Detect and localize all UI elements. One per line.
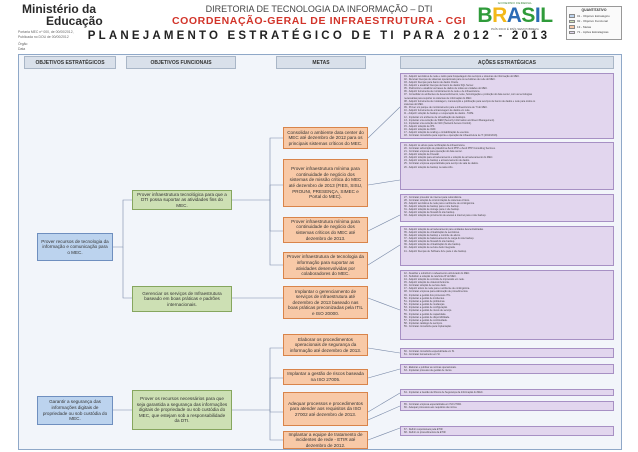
brand-letter: B bbox=[477, 4, 493, 27]
action-item: 65 - Contratar empresa especializada em ISO 27002. bbox=[404, 402, 462, 406]
action-item: 34 - Adquirir solução de armazenamento para unidades descentralizadas. bbox=[404, 227, 484, 231]
action-item: 67 - Definir responsáveis pela ETIR. bbox=[404, 427, 444, 431]
action-item: 15 - Adquirir solução de IPS. bbox=[404, 125, 435, 128]
action-item: 13 - Implantar uma solução de SIEM (Security Information and Event Management). bbox=[404, 118, 495, 122]
action-item: 48 - Contratar empresa para elaboração de procedimentos. bbox=[404, 290, 469, 294]
action-item: 57 - Implantar a gestão de continuidade. bbox=[404, 318, 448, 322]
legend-label: 02 - Objetivo Funcional bbox=[577, 19, 608, 24]
action-item: 58 - Implantar catálogo de serviços. bbox=[404, 322, 443, 325]
action-item: 04 - Adquirir e atualizar licenças de banco de dados SQL Server. bbox=[404, 83, 474, 87]
functional-objective: Prover os recursos necessários para que seja garantida a segurança das informações digitais de propriedade ou sob custódia do MEC, que estejam sob a responsabilidade da DTI. bbox=[132, 390, 232, 430]
action-block bbox=[400, 194, 614, 222]
action-item: 05 - Padronizar e atualizar as bases de dados de todas as unidades do MEC. bbox=[404, 87, 488, 91]
action-item: necessárias para suportar os sistemas de informação do MEC. bbox=[404, 96, 473, 100]
goal: Elaborar os procedimentos operacionais de segurança da informação até dezembro de 2013. bbox=[283, 334, 368, 356]
strategic-objective: Garantir a segurança das informações digitais de propriedade ou sob custódia do MEC. bbox=[37, 396, 113, 425]
action-block bbox=[400, 226, 614, 266]
action-block bbox=[400, 389, 614, 396]
action-item: 21 - Contratar empresa para operação do data center. bbox=[404, 149, 463, 153]
brand-letter: L bbox=[540, 4, 553, 27]
action-item: 09 - Prover um parque de monitoramento para a infraestrutura de TI do MEC. bbox=[404, 106, 488, 110]
action-item: 28 - Contratar solução de sincronização de sistemas críticos. bbox=[404, 198, 470, 202]
action-item: 62 - Elaborar e publicar as normas operacionais. bbox=[404, 365, 457, 369]
action-item: 61 - Contratar treinamento em SI. bbox=[404, 352, 441, 356]
goal: Implantar a gestão de riscos baseada na ISO 27005. bbox=[283, 369, 368, 385]
action-item: 54 - Implantar a gestão de níveis de serviço. bbox=[404, 309, 452, 313]
column-header-functional: OBJETIVOS FUNCIONAIS bbox=[126, 56, 236, 69]
action-block bbox=[400, 426, 614, 436]
action-item: 51 - Implantar a gestão de problemas. bbox=[404, 299, 446, 303]
action-item: 56 - Implantar a gestão de disponibilidade. bbox=[404, 315, 450, 319]
action-block bbox=[400, 348, 614, 358]
action-item: 60 - Contratar consultoria especializada em SI. bbox=[404, 349, 455, 353]
action-item: 47 - Adquirir ativos de rede para o ambiente de contingência. bbox=[404, 287, 470, 291]
action-item: 25 - Contratar empresa especializada para serviço de sala de dados. bbox=[404, 162, 479, 166]
goal: Prover infraestrutura mínima para continuidade de negócio dos sistemas críticos do MEC até dezembro de 2013. bbox=[283, 217, 368, 243]
action-item: 17 - Adquirir solução de scaling e contabilização de eventos. bbox=[404, 131, 470, 135]
action-item: 07 - Consolidar os ambientes de desenvolvimento, teste, homologação e produção do data center, com as tecnologias bbox=[404, 93, 532, 97]
brand-letter: I bbox=[534, 4, 541, 27]
action-item: 32 - Adquirir solução de firewall do site backup. bbox=[404, 211, 455, 215]
action-item: 40 - Adquirir solução de service desk integrada. bbox=[404, 246, 456, 250]
brand-letter: R bbox=[492, 4, 507, 27]
action-item: 44 - Adquirir solução de controle de impressão em rede. bbox=[404, 277, 465, 281]
action-item: 27 - Contratar provedor de internet para redundância. bbox=[404, 195, 462, 199]
coordination-title: COORDENAÇÃO-GERAL DE INFRAESTRUTURA - CGI bbox=[171, 15, 467, 27]
strategic-objective: Prover recursos de tecnologia da informação e comunicação para o MEC. bbox=[37, 233, 113, 261]
action-item: 18 - Contratar consultoria para suporte e operação da infraestrutura de TI (2012/2013). bbox=[404, 134, 498, 138]
functional-objective: Prover infraestrutura tecnológica para que a DTI possa suportar as atividades fins do MEC. bbox=[132, 190, 232, 210]
action-block bbox=[400, 142, 614, 190]
action-item: 08 - Adquirir ferramenta de modelagem, manutenção e publicação para serviços de banco de dados e rede para todos os bbox=[404, 99, 536, 103]
brand-top: GOVERNO FEDERAL bbox=[497, 1, 533, 5]
action-item: 50 - Implantar a gestão de incidentes. bbox=[404, 296, 445, 300]
action-item: 46 - Contratar solução de service desk. bbox=[404, 284, 447, 288]
action-item: 19 - Adquirir os ativos para certificação da infraestrutura. bbox=[404, 143, 466, 147]
action-item: 12 - Implantar um ambiente de virtualização de desktops. bbox=[404, 115, 466, 119]
action-item: 02 - Renovar licenças de sistemas operacionais para os servidores de rede do MEC. bbox=[404, 77, 496, 81]
action-block bbox=[400, 401, 614, 411]
legend-title: QUANTITATIVO bbox=[581, 8, 607, 12]
column-header-goals: METAS bbox=[276, 56, 366, 69]
action-item: 22 - Adquirir solução de Firewall. bbox=[404, 152, 440, 156]
action-item: 39 - Adquirir solução de virtualização do site backup. bbox=[404, 243, 461, 247]
brand-letter: S bbox=[521, 4, 535, 27]
legend-label: 01 - Objetivo Estratégico bbox=[577, 13, 610, 18]
meta-line: Data bbox=[18, 46, 26, 51]
action-item: 11 - Adquirir solução de backup e recuperação de dados - TAPE. bbox=[404, 112, 474, 116]
action-item: 49 - Implantar a gestão dos processos ITIL. bbox=[404, 293, 452, 297]
action-item: sistemas do MEC. bbox=[404, 102, 424, 106]
action-item: 55 - Implantar a gestão de capacidade. bbox=[404, 312, 447, 316]
action-item: 45 - Adquirir solução de videoconferência. bbox=[404, 280, 450, 284]
goal: Adequar processos e procedimentos para atender aos requisitos da ISO 27002 até dezembro de 2013. bbox=[283, 392, 368, 426]
action-block bbox=[400, 270, 614, 340]
action-item: 42 - Atualizar e substituir o cabeamento estruturado do MEC. bbox=[404, 271, 470, 275]
meta-line: Órgão bbox=[18, 42, 28, 46]
action-item: 38 - Adquirir solução de firewall do site backup. bbox=[404, 240, 455, 244]
action-item: 66 - Adequar processos aos requisitos da norma. bbox=[404, 405, 458, 409]
action-item: 37 - Adquirir solução de balanceamento de carga do site backup. bbox=[404, 236, 475, 240]
meta-line: Publicada no DOU de 00/00/2012 bbox=[18, 34, 69, 39]
logo-line-1: Ministério da bbox=[22, 2, 97, 16]
action-item: 36 - Adquirir solução de backup e controle de ativos. bbox=[404, 233, 461, 237]
action-item: 24 - Adquirir solução de backup e armazenamento de dados. bbox=[404, 159, 470, 163]
action-item: 16 - Adquirir solução de WAF. bbox=[404, 128, 437, 132]
goal: Implantar o gerenciamento de serviços de infraestrutura até dezembro de 2013 baseado nas boas práticas preconizadas pela ITIL e ISO 20000. bbox=[283, 286, 368, 319]
action-block bbox=[400, 73, 614, 139]
logo-line-2: Educação bbox=[46, 14, 103, 28]
column-header-strategic: OBJETIVOS ESTRATÉGICOS bbox=[24, 56, 116, 69]
action-item: 14 - Implantar uma solução de NAC (Network Access Control). bbox=[404, 121, 472, 125]
goal: Prover infraestrutura de tecnologia da informação para suportar as atividades desenvolvidas por colaboradores do MEC. bbox=[283, 252, 368, 279]
brand-letter: A bbox=[506, 4, 522, 27]
action-item: 06 - Adquirir ferramenta de monitoramento de rede e de infraestrutura. bbox=[404, 90, 481, 94]
action-item: 53 - Implantar a gestão de configuração. bbox=[404, 306, 448, 310]
brand-tagline: PAÍS RICO É PAÍS SEM POBREZA bbox=[491, 27, 539, 31]
action-item: 68 - Definir os procedimentos da ETIR. bbox=[404, 430, 447, 434]
goal: Implantar a equipe de tratamento de incidentes de rede - ETIR até dezembro de 2012. bbox=[283, 431, 368, 449]
action-item: 01 - Adquirir servidores de rede e racks para hospedagem dos serviços e sistemas de informação do MEC. bbox=[404, 74, 520, 78]
meta-line: Portaria MEC nº 000, de 00/00/2012, bbox=[18, 30, 74, 34]
column-header-actions: AÇÕES ESTRATÉGICAS bbox=[400, 56, 614, 69]
action-item: 26 - Adquirir solução de backup na sala cofre. bbox=[404, 165, 454, 169]
action-item: 41 - Adquirir licenças de Software livre para o site backup. bbox=[404, 249, 467, 253]
action-item: 64 - Implantar a Gestão de Riscos de Segurança da Informação do MEC. bbox=[404, 390, 484, 394]
action-item: 52 - Implantar a gestão de mudanças. bbox=[404, 303, 446, 307]
action-item: 23 - Adquirir solução para armazenamento e solução de armazenamento do MEC. bbox=[404, 156, 494, 160]
action-item: 03 - Adquirir licenças para banco de dados Oracle. bbox=[404, 80, 459, 84]
action-item: 10 - Adquirir ferramenta de armazenagem de dados em rede. bbox=[404, 109, 471, 113]
goal: Prover infraestrutura mínima para continuidade de negócio dos sistemas de missão crítica do MEC até dezembro de 2013 (FIES, SISU, PROUNI, PRESENÇA, SIMEC e Portal do MEC). bbox=[283, 159, 368, 207]
action-item: 63 - Implantar processo de gestão de riscos. bbox=[404, 368, 453, 372]
action-item: 59 - Contratar consultoria para implantação. bbox=[404, 325, 452, 329]
action-item: 20 - Contratar subscrição de plataforma Zend PHP e Zend PHP Consulting Services. bbox=[404, 146, 496, 150]
goal: Consolidar o ambiente data center do MEC até dezembro de 2012 para os principais sistemas críticos do MEC. bbox=[283, 127, 368, 149]
legend-label: 13 - Metas bbox=[577, 24, 592, 29]
action-item: 33 - Adquirir solução de provimento de acesso à internet para o site backup. bbox=[404, 214, 487, 218]
legend-label: 71 - Ações Estratégicas bbox=[577, 30, 609, 35]
action-item: 35 - Adquirir solução de virtualização de servidores. bbox=[404, 230, 460, 234]
functional-objective: Gerenciar os serviços de Infraestrutura baseado em boas práticas e padrões internacionais. bbox=[132, 286, 232, 312]
action-item: 43 - Substituir a solução de telefonia IP do MEC. bbox=[404, 274, 457, 278]
department-title: DIRETORIA DE TECNOLOGIA DA INFORMAÇÃO – DTI bbox=[205, 4, 433, 14]
plan-title: PLANEJAMENTO ESTRATÉGICO DE TI PARA 2012 - 2013 bbox=[87, 30, 551, 42]
action-item: 30 - Adquirir solução de backup para o site backup. bbox=[404, 204, 460, 208]
action-item: 29 - Adquirir servidores de rede para o ambiente de contingência. bbox=[404, 201, 475, 205]
action-item: 31 - Adquirir solução de storage para o site backup. bbox=[404, 208, 460, 212]
action-block bbox=[400, 364, 614, 374]
